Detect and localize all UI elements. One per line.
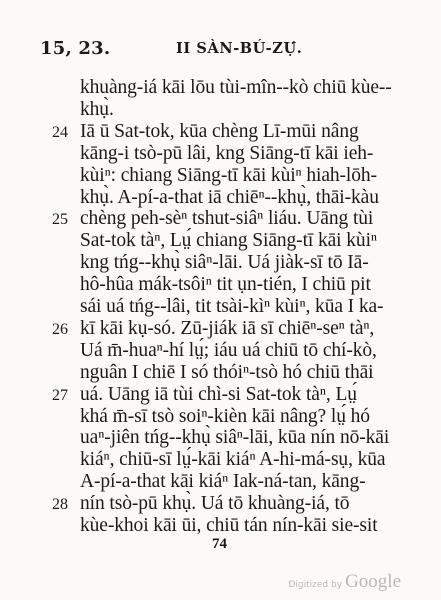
text-line: uaⁿ-jiên tńg--khụ̀ siâⁿ-lāi, kūa nín nō-kāi <box>80 427 390 449</box>
text-line: kùe-khoi kāi ūi, chiū tán nín-kāi sie-sit <box>80 515 378 536</box>
running-title: II SÀN-BÚ-ZỤ́. <box>176 40 303 57</box>
text-line: kī kāi kụ-só. Zū-jiák iā sī chiēⁿ-seⁿ tàⁿ, <box>80 317 375 339</box>
text-line: uá. Uāng iā tùi chì-si Sat-tok tàⁿ, Lṳ́ <box>80 383 357 405</box>
watermark-digitized-by: Digitized by <box>288 580 343 590</box>
text-line: sái uá tńg--lâi, tit tsài-kìⁿ kùiⁿ, kūa I ka- <box>80 296 384 317</box>
text-line: khụ̀. A-pí-a-that iā chiēⁿ--khụ̀, thāi-kàu <box>80 186 379 208</box>
text-line: kng tńg--khụ̀ siâⁿ-lāi. Uá jiàk-sī tō Iā- <box>80 252 369 274</box>
watermark-google-logo: Google <box>345 571 401 592</box>
text-line: Sat-tok tàⁿ, Lṳ́ chiang Siāng-tī kāi kùiⁿ <box>80 230 377 252</box>
digitized-watermark <box>289 571 402 593</box>
text-line: kiáⁿ, chiū-sī lṳ́-kāi kiáⁿ A-hi-má-sụ, kūa <box>80 449 386 471</box>
verse-number: 25 <box>52 211 68 229</box>
text-line: kùiⁿ: chiang Siāng-tī kāi kùiⁿ hiah-lōh- <box>80 164 377 186</box>
text-line: khá m̄-sī tsò soiⁿ-kièn kāi nâng? lṳ́ hó <box>80 405 370 427</box>
verse-number: 28 <box>52 496 68 514</box>
text-line: nguân I chiē I só thóiⁿ-tsò hó chiū thāi <box>80 361 374 383</box>
text-line: Uá m̄-huaⁿ-hí lṳ́; iáu uá chiū tō chí-kò, <box>80 339 377 361</box>
text-line: Iā ū Sat-tok, kūa chèng Lī-mūi nâng <box>80 120 359 142</box>
text-line: kāng-i tsò-pū lâi, kng Siāng-tī kāi ieh- <box>80 142 374 164</box>
page-number: 74 <box>212 536 227 552</box>
text-line: khụ̀. <box>80 98 114 120</box>
text-line: hô-hûa mák-tsôiⁿ tit ụn-tién, I chiū pit <box>80 274 371 296</box>
verse-number: 24 <box>52 123 68 141</box>
chapter-verse-reference: 15, 23. <box>40 38 111 59</box>
text-line: chèng peh-sèⁿ tshut-siâⁿ liáu. Uāng tùi <box>80 208 374 230</box>
text-line: nín tsò-pū khụ̀. Uá tō khuàng-iá, tō <box>80 493 350 515</box>
verse-number: 27 <box>52 386 68 404</box>
text-line: khuàng-iá kāi lōu tùi-mîn--kò chiū kùe-- <box>80 77 392 98</box>
text-line: A-pí-a-that kāi kiáⁿ Iak-ná-tan, kāng- <box>80 471 366 493</box>
verse-number: 26 <box>52 320 68 338</box>
